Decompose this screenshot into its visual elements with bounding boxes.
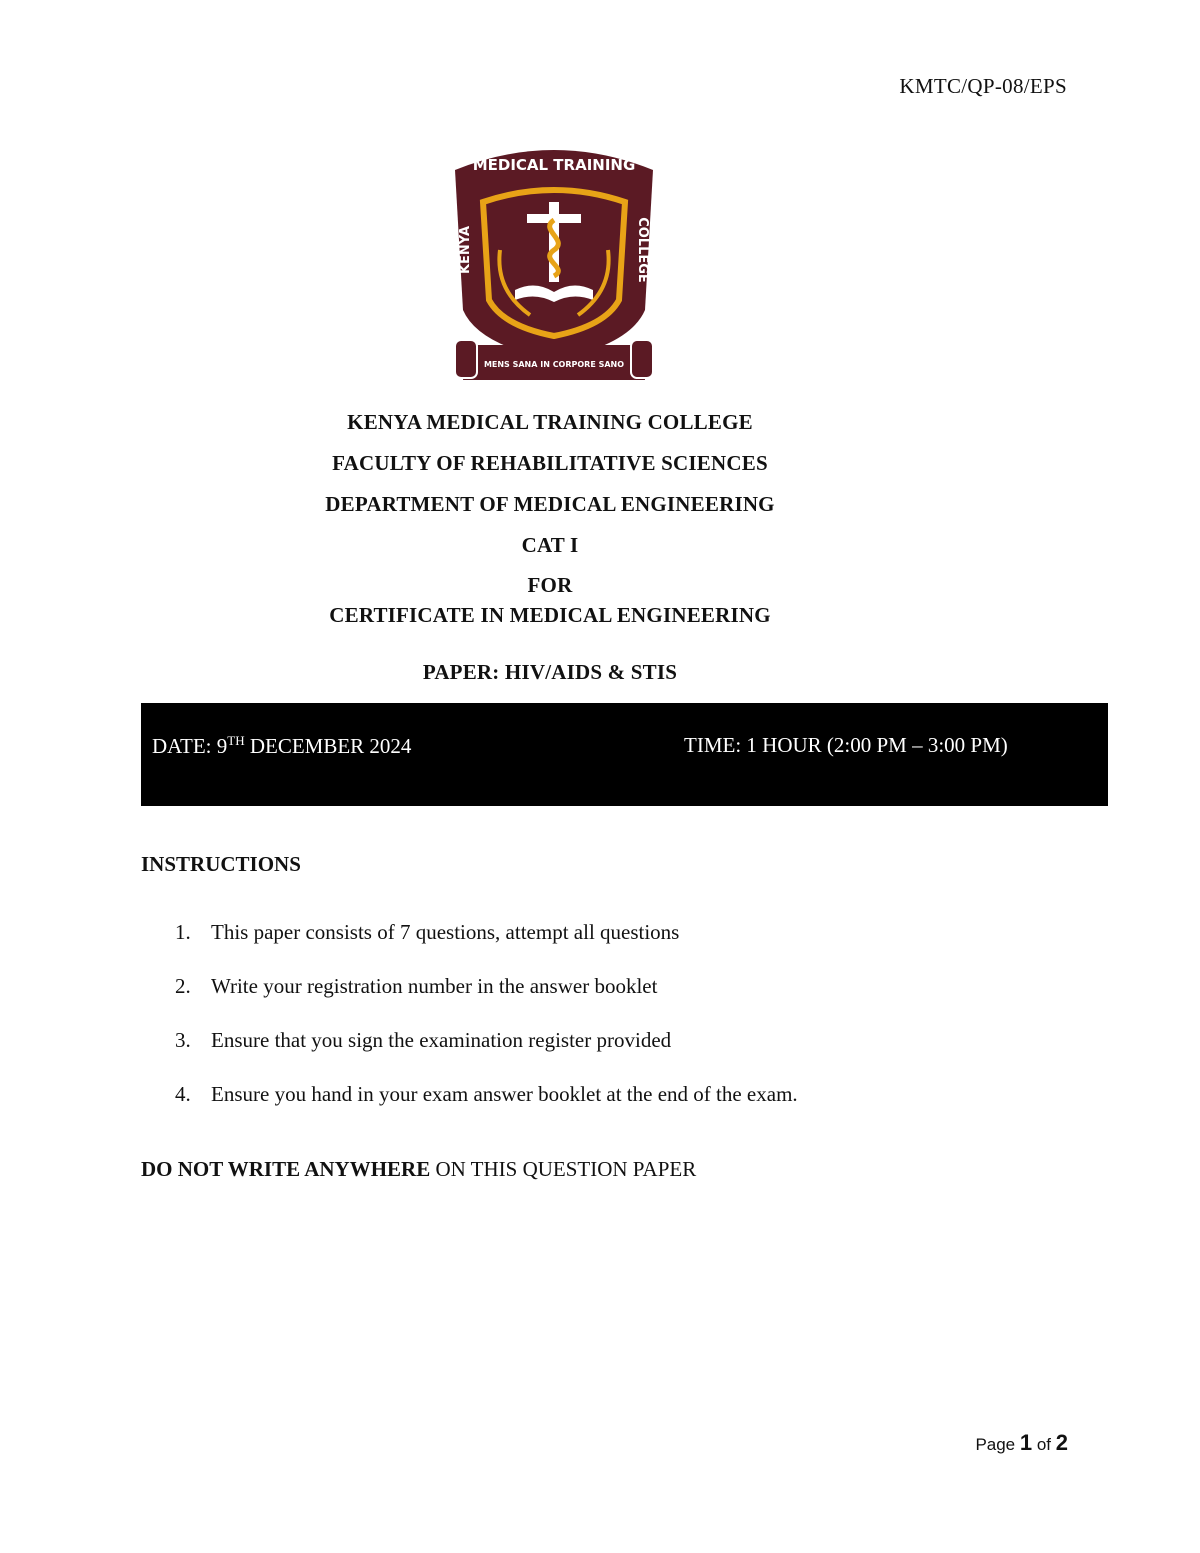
document-code: KMTC/QP-08/EPS xyxy=(899,74,1067,98)
kmtc-crest-logo xyxy=(445,140,663,386)
faculty-name: FACULTY OF REHABILITATIVE SCIENCES xyxy=(332,451,768,475)
department-name: DEPARTMENT OF MEDICAL ENGINEERING xyxy=(325,492,775,516)
logo-text-left: KENYA xyxy=(458,225,473,275)
instructions-title: INSTRUCTIONS xyxy=(141,852,301,876)
paper-title: PAPER: HIV/AIDS & STIS xyxy=(422,660,678,684)
institution-name: KENYA MEDICAL TRAINING COLLEGE xyxy=(347,410,753,434)
exam-date: DATE: 9TH DECEMBER 2024 xyxy=(152,733,412,758)
programme-name: CERTIFICATE IN MEDICAL ENGINEERING xyxy=(329,603,771,627)
do-not-write-warning: DO NOT WRITE ANYWHERE ON THIS QUESTION PAPER xyxy=(141,1157,697,1181)
logo-motto: MENS SANA IN CORPORE SANO xyxy=(483,360,625,369)
for-label: FOR xyxy=(527,573,573,597)
logo-text-top: MEDICAL TRAINING xyxy=(472,156,636,174)
date-time-band xyxy=(141,703,1108,806)
logo-text-right: COLLEGE xyxy=(635,217,650,283)
exam-cover-page: KMTC/QP-08/EPS MENS SANA IN CORPORE SANO MEDICAL TRAINING KENYA COLLEGE KENYA MEDICAL TRAINING COLLEGE FACULTY OF REHABILITATIVE SCIENCES DEPARTMENT OF MEDICAL ENGINEERING CAT I FOR CERTIFICATE IN MEDICAL ENGINEERING PAPER: HIV/AIDS & STIS DATE: 9TH DECEMBER 2024 TIME: 1 HOUR (2:00 PM – 3:00 PM) INSTRUCTIONS 1. This paper consists of 7 questions, attempt all questions 2. Write your registration number in the answer booklet 3. Ensure that you sign the examination register provided 4. Ensure you hand in your exam answer booklet at the end of the exam. DO NOT WRITE ANYWHERE ON THIS QUESTION PAPER Page 1 of 2 xyxy=(0,0,1200,1553)
exam-time: TIME: 1 HOUR (2:00 PM – 3:00 PM) xyxy=(684,733,1008,757)
page-number: Page 1 of 2 xyxy=(975,1430,1068,1455)
exam-title: CAT I xyxy=(521,533,579,557)
